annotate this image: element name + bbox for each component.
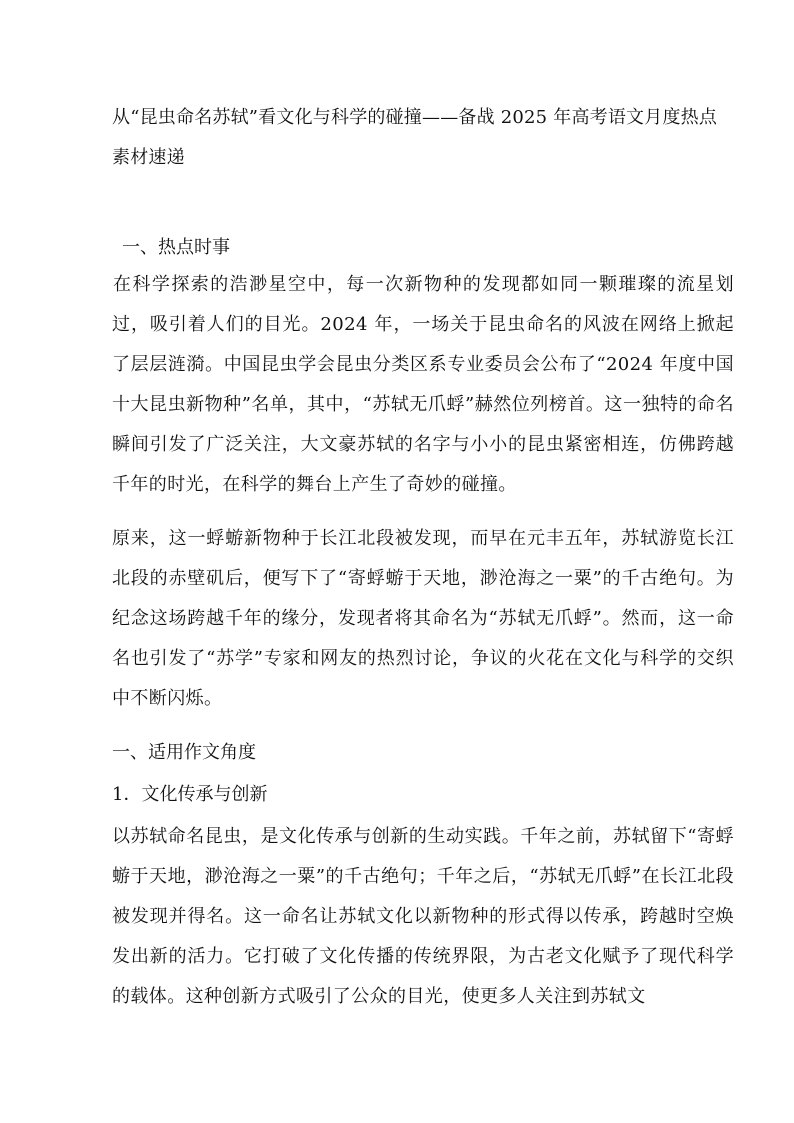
paragraph-hot-event-2 xyxy=(112,519,734,719)
paragraph-culture-text: 以苏轼命名昆虫，是文化传承与创新的生动实践。千年之前，苏轼留下“寄蜉蝣于天地，渺沧海之一粟”的千古绝句；千年之后，“苏轼无爪蜉”在长江北段被发现并得名。这一命名让苏轼文化以新物种的形式得以传承，跨越时空焕发出新的活力。它打破了文化传播的传统界限，为古老文化赋予了现代科学的载体。这种创新方式吸引了公众的目光，使更多人关注到苏轼文 xyxy=(112,826,734,1007)
paragraph-hot-event-2-text: 原来，这一蜉蝣新物种于长江北段被发现，而早在元丰五年，苏轼游览长江北段的赤壁矶后，便写下了“寄蜉蝣于天地，渺沧海之一粟”的千古绝句。为纪念这场跨越千年的缘分，发现者将其命名为“苏轼无爪蜉”。然而，这一命名也引发了“苏学”专家和网友的热烈讨论，争议的火花在文化与科学的交织中不断闪烁。 xyxy=(112,528,734,709)
paragraph-culture xyxy=(112,817,734,1017)
section-heading-hot-events: 一、热点时事 xyxy=(122,237,230,258)
document-title: 从“昆虫命名苏轼”看文化与科学的碰撞——备战 2025 年高考语文月度热点素材速递 xyxy=(112,107,718,168)
paragraph-hot-event-1-text: 在科学探索的浩渺星空中，每一次新物种的发现都如同一颗璀璨的流星划过，吸引着人们的目光。2024 年，一场关于昆虫命名的风波在网络上掀起了层层涟漪。中国昆虫学会昆虫分类区系专业委员会公布了“2024 年度中国十大昆虫新物种”名单，其中，“苏轼无爪蜉”赫然位列榜首。这一独特的命名瞬间引发了广泛关注，大文豪苏轼的名字与小小的昆虫紧密相连，仿佛跨越千年的时光，在科学的舞台上产生了奇妙的碰撞。 xyxy=(112,274,734,495)
subsection-heading-culture: 1．文化传承与创新 xyxy=(112,784,268,805)
section-heading-essay-angles: 一、适用作文角度 xyxy=(112,742,256,763)
paragraph-hot-event-1 xyxy=(112,265,734,505)
